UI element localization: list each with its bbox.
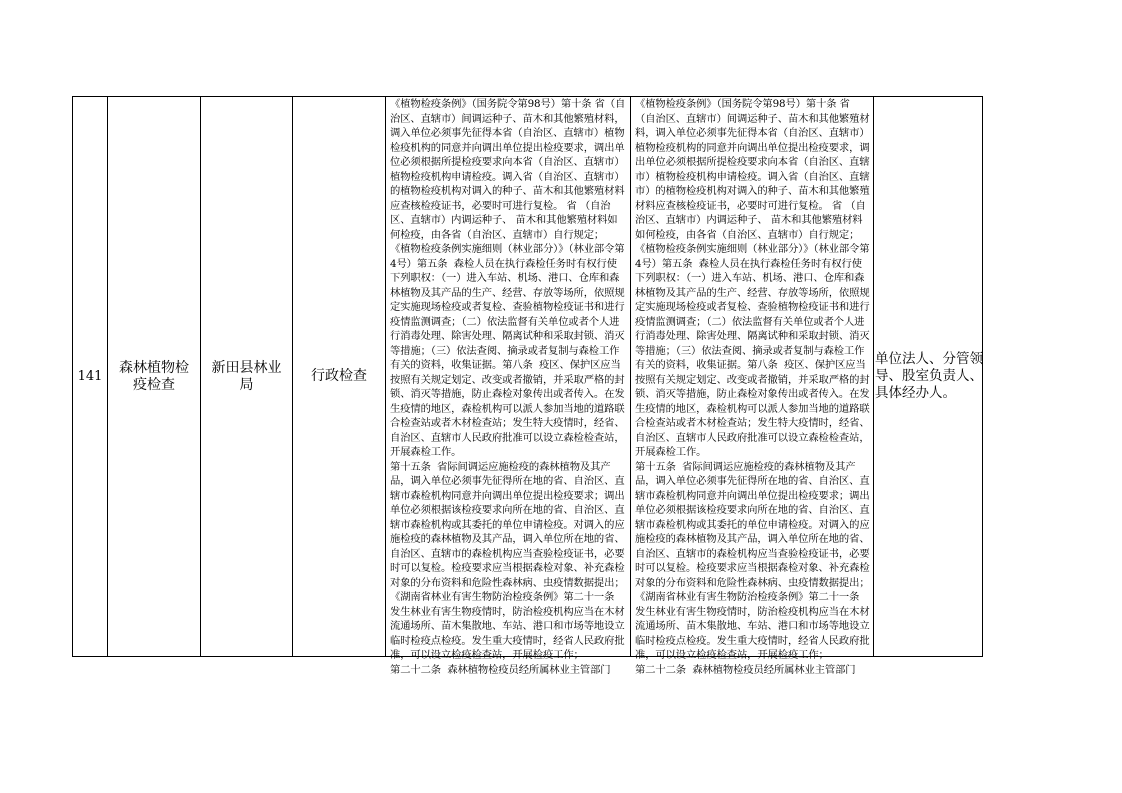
regulation-table	[72, 96, 983, 676]
row-number: 141	[77, 369, 103, 384]
legal-basis-repeat-cell: 《植物检疫条例》（国务院令第98号）第十条 省（自治区、直辖市）间调运种子、苗木和其他繁殖材料，调入单位必须事先征得本省（自治区、直辖市）植物检疫机构的同意并向调出单位提出检疫要求，调出单位必须根据所提检疫要求向本省（自治区、直辖市）植物检疫机构申请检疫。调入省（自治区、直辖市）的植物检疫机构对调入的种子、苗木和其他繁殖材料应查核检疫证书，必要时可进行复检。 省 （自治区、直辖市）内调运种子、 苗木和其他繁殖材料如何检疫，由各省（自治区、直辖市）自行规定； 《植物检疫条例实施细则（林业部分）》（林业部令第4号）第五条 森检人员在执行森检任务时有权行使下列职权：（一）进入车站、机场、港口、仓库和森林植物及其产品的生产、经营、存放等场所，依照规定实施现场检疫或者复检、查验植物检疫证书和进行疫情监测调查；（二）依法监督有关单位或者个人进行消毒处理、除害处理、隔离试种和采取封锁、消灭等措施；（三）依法查阅、摘录或者复制与森检工作有关的资料，收集证据。第八条 疫区、保护区应当按照有关规定划定、改变或者撤销，并采取严格的封锁、消灭等措施，防止森检对象传出或者传入。在发生疫情的地区，森检机构可以派人参加当地的道路联合检查站或者木材检查站；发生特大疫情时，经省、自治区、直辖市人民政府批准可以设立森检检查站，开展森检工作。 第十五条 省际间调运应施检疫的森林植物及其产品，调入单位必须事先征得所在地的省、自治区、直辖市森检机构同意并向调出单位提出检疫要求；调出单位必须根据该检疫要求向所在地的省、自治区、直辖市森检机构或其委托的单位申请检疫。对调入的应施检疫的森林植物及其产品，调入单位所在地的省、自治区、直辖市的森检机构应当查验检疫证书，必要时可以复检。检疫要求应当根据森检对象、补充森检对象的分布资料和危险性森林病、虫疫情数据提出； 《湖南省林业有害生物防治检疫条例》第二十一条 发生林业有害生物疫情时，防治检疫机构应当在木材流通场所、苗木集散地、车站、港口和市场等地设立临时检疫点检疫。发生重大疫情时，经省人民政府批准，可以设立检疫检查站，开展检疫工作； 第二十二条 森林植物检疫员经所属林业主管部门	[631, 97, 874, 656]
department-cell	[201, 97, 293, 656]
category-cell	[293, 97, 386, 656]
category: 行政检查	[311, 368, 367, 384]
item-name: 森林植物检疫检查	[119, 359, 189, 393]
responsible-subject: 单位法人、分管领导、股室负责人、具体经办人。	[875, 351, 983, 401]
item-name-cell	[108, 97, 201, 656]
legal-basis-cell: 《植物检疫条例》（国务院令第98号）第十条 省（自治区、直辖市）间调运种子、苗木和其他繁殖材料，调入单位必须事先征得本省（自治区、直辖市）植物检疫机构的同意并向调出单位提出检疫要求，调出单位必须根据所提检疫要求向本省（自治区、直辖市）植物检疫机构申请检疫。调入省（自治区、直辖市）的植物检疫机构对调入的种子、苗木和其他繁殖材料应查核检疫证书，必要时可进行复检。 省 （自治区、直辖市）内调运种子、 苗木和其他繁殖材料如何检疫，由各省（自治区、直辖市）自行规定； 《植物检疫条例实施细则（林业部分）》（林业部令第4号）第五条 森检人员在执行森检任务时有权行使下列职权：（一）进入车站、机场、港口、仓库和森林植物及其产品的生产、经营、存放等场所，依照规定实施现场检疫或者复检、查验植物检疫证书和进行疫情监测调查；（二）依法监督有关单位或者个人进行消毒处理、除害处理、隔离试种和采取封锁、消灭等措施；（三）依法查阅、摘录或者复制与森检工作有关的资料，收集证据。第八条 疫区、保护区应当按照有关规定划定、改变或者撤销，并采取严格的封锁、消灭等措施，防止森检对象传出或者传入。在发生疫情的地区，森检机构可以派人参加当地的道路联合检查站或者木材检查站；发生特大疫情时，经省、自治区、直辖市人民政府批准可以设立森检检查站，开展森检工作。 第十五条 省际间调运应施检疫的森林植物及其产品，调入单位必须事先征得所在地的省、自治区、直辖市森检机构同意并向调出单位提出检疫要求；调出单位必须根据该检疫要求向所在地的省、自治区、直辖市森检机构或其委托的单位申请检疫。对调入的应施检疫的森林植物及其产品，调入单位所在地的省、自治区、直辖市的森检机构应当查验检疫证书，必要时可以复检。检疫要求应当根据森检对象、补充森检对象的分布资料和危险性森林病、虫疫情数据提出； 《湖南省林业有害生物防治检疫条例》第二十一条 发生林业有害生物疫情时，防治检疫机构应当在木材流通场所、苗木集散地、车站、港口和市场等地设立临时检疫点检疫。发生重大疫情时，经省人民政府批准，可以设立检疫检查站，开展检疫工作； 第二十二条 森林植物检疫员经所属林业主管部门	[386, 97, 631, 656]
responsible-subject-cell	[874, 97, 984, 656]
department: 新田县林业局	[211, 359, 282, 393]
row-number-cell	[73, 97, 108, 656]
